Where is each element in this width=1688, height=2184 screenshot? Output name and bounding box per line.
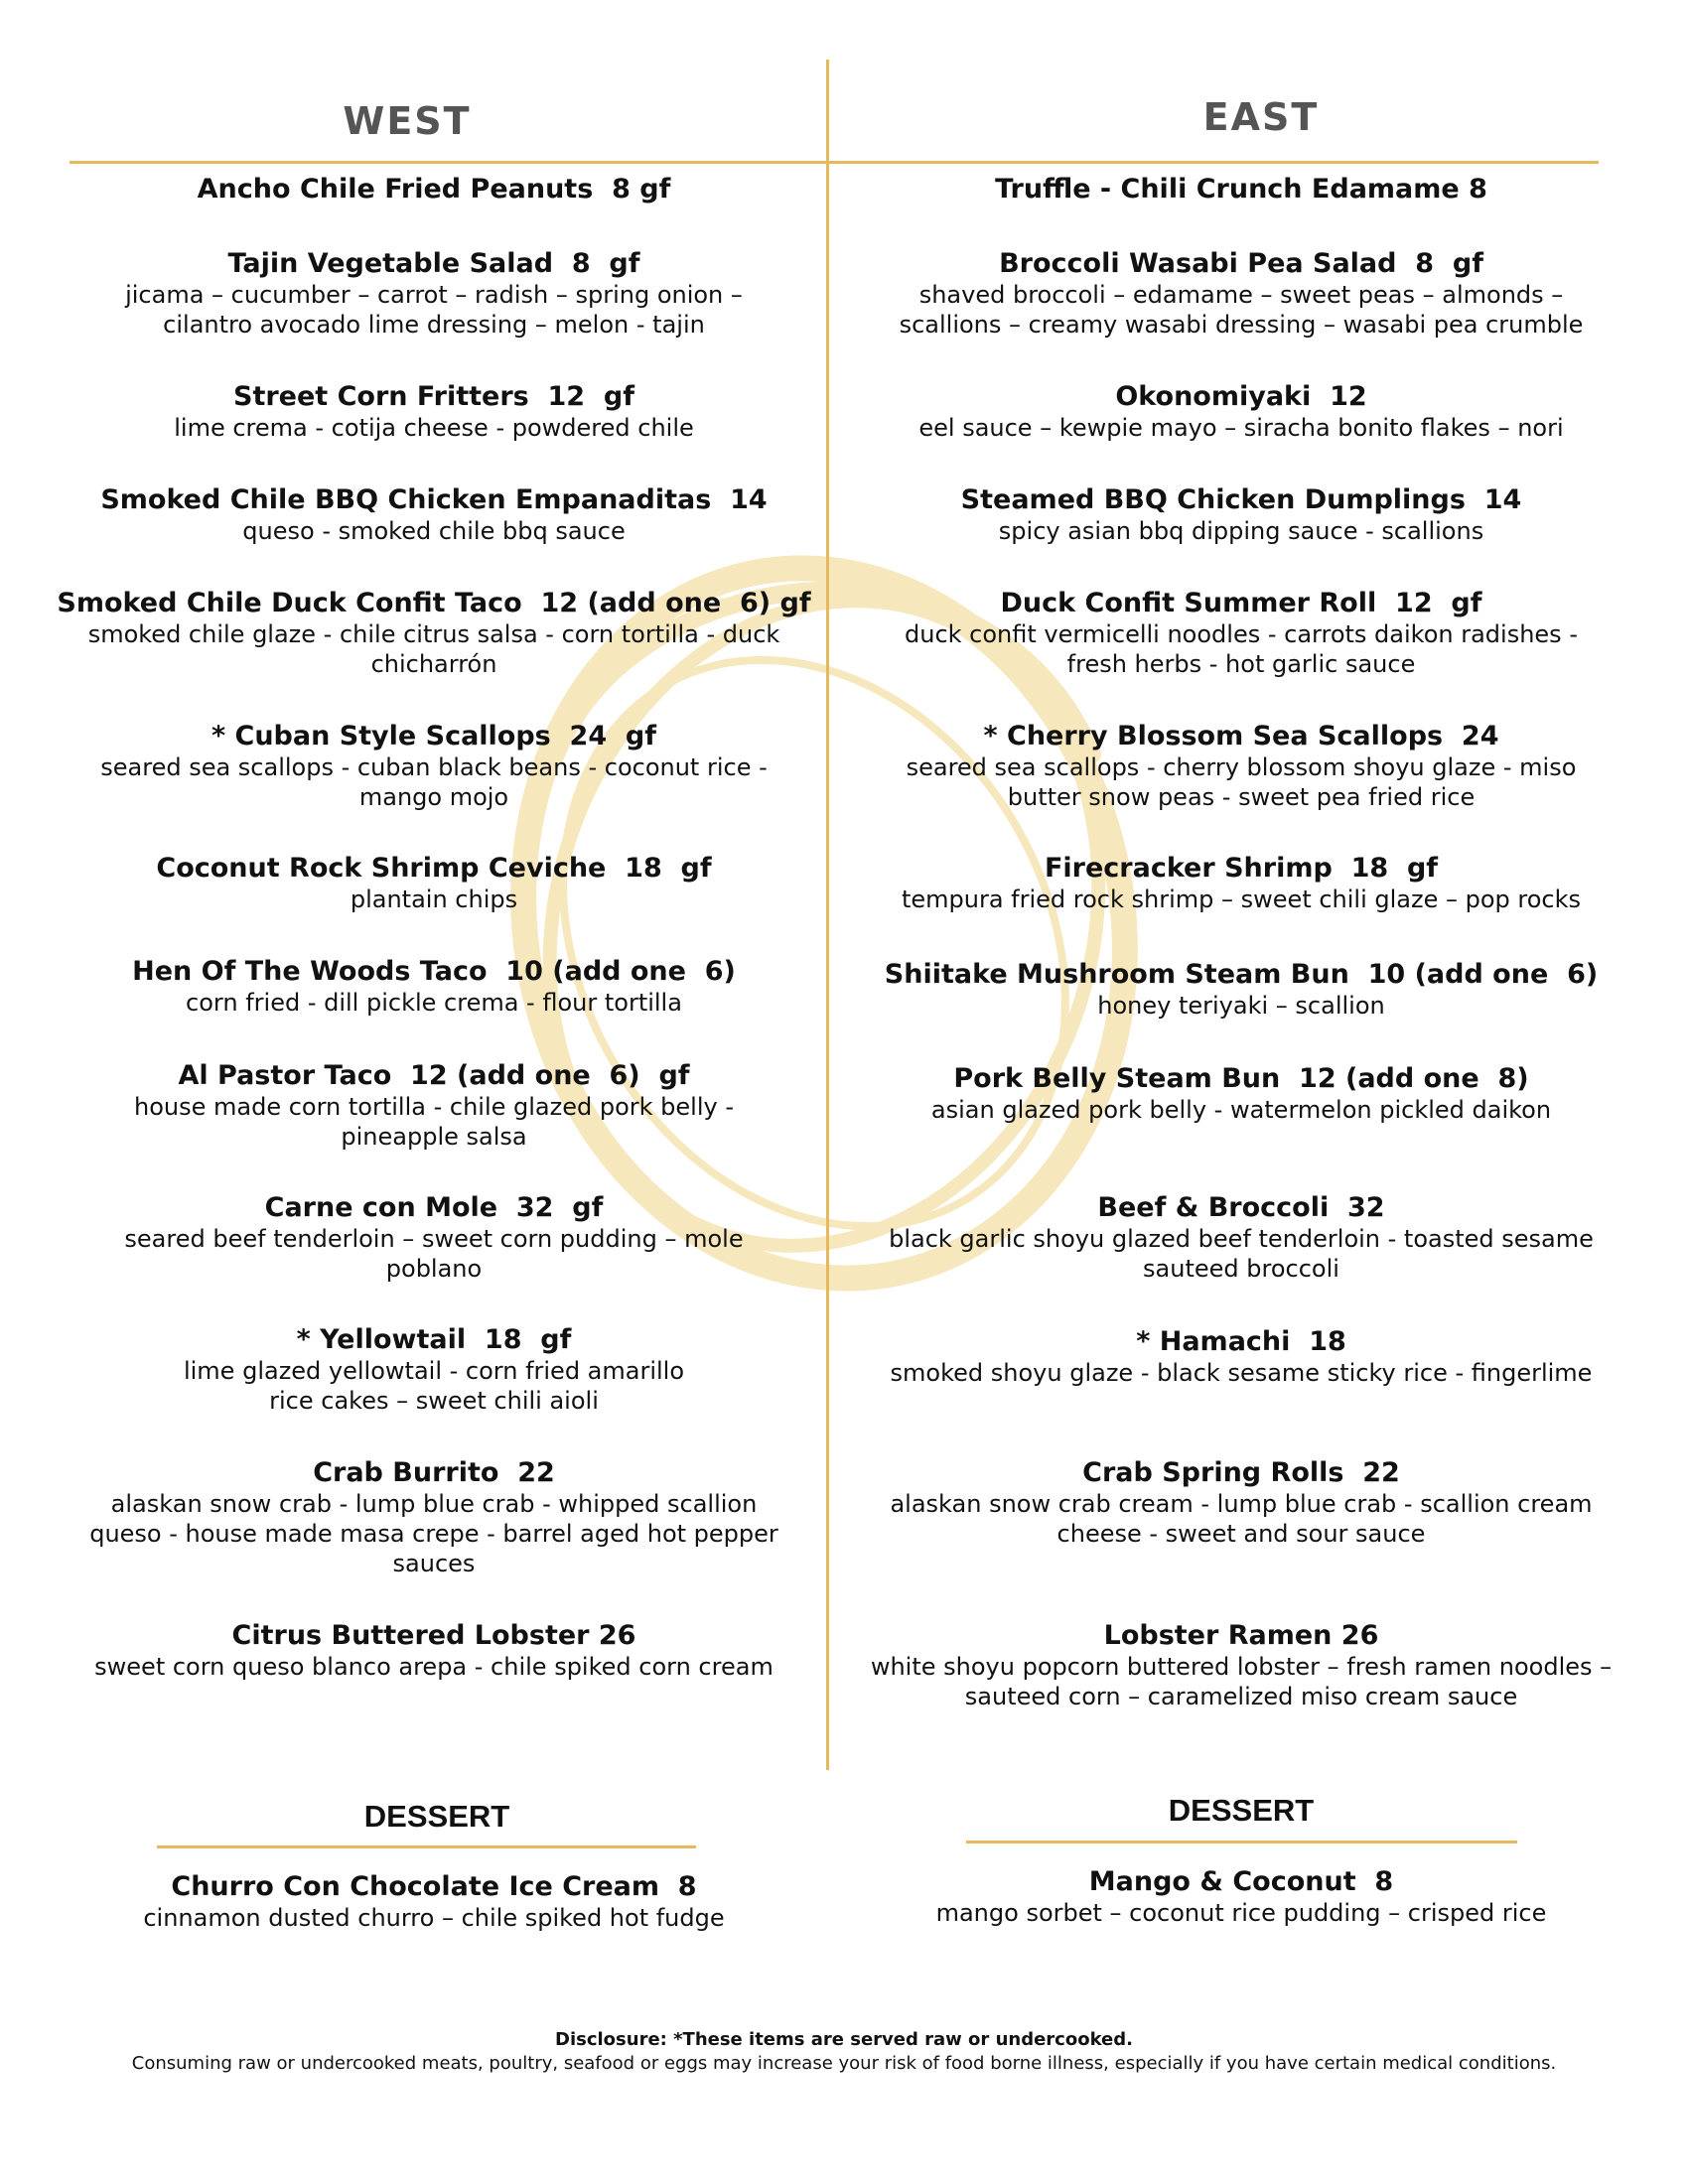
menu-item <box>864 1326 1618 1388</box>
west-heading: WEST <box>343 99 472 143</box>
menu-item <box>864 1192 1618 1284</box>
menu-item <box>57 853 811 914</box>
item-title: Crab Burrito 22 <box>313 1457 555 1488</box>
item-title: Crab Spring Rolls 22 <box>1082 1457 1400 1488</box>
menu-item <box>57 721 811 812</box>
east-dessert-heading: DESSERT <box>1168 1793 1315 1828</box>
item-title: Tajin Vegetable Salad 8 gf <box>227 248 640 279</box>
menu-item <box>57 484 811 546</box>
item-title: Okonomiyaki 12 <box>1115 381 1367 412</box>
menu-item <box>57 1620 811 1682</box>
item-title: Steamed BBQ Chicken Dumplings 14 <box>960 484 1522 515</box>
item-description: cinnamon dusted churro – chile spiked hot fudge <box>143 1904 725 1932</box>
item-description: duck confit vermicelli noodles - carrots daikon radishes - fresh herbs - hot garlic sauce <box>905 620 1578 678</box>
dessert-item <box>57 1871 811 1933</box>
item-description: alaskan snow crab - lump blue crab - whipped scallion queso - house made masa crepe - barrel aged hot pepper sauces <box>89 1490 778 1577</box>
item-description: tempura fried rock shrimp – sweet chili glaze – pop rocks <box>901 886 1582 913</box>
item-description: honey teriyaki – scallion <box>1097 992 1385 1020</box>
item-title: Duck Confit Summer Roll 12 gf <box>1000 588 1482 618</box>
item-description: black garlic shoyu glazed beef tenderloin - toasted sesame sauteed broccoli <box>889 1225 1594 1283</box>
menu-item <box>57 248 811 340</box>
item-title: Smoked Chile Duck Confit Taco 12 (add one 6) gf <box>57 588 811 618</box>
menu-item <box>864 381 1618 443</box>
item-description: lime glazed yellowtail - corn fried amarillo rice cakes – sweet chili aioli <box>183 1357 685 1415</box>
menu-item <box>864 721 1618 812</box>
item-description: white shoyu popcorn buttered lobster – fresh ramen noodles – sauteed corn – caramelized miso cream sauce <box>870 1653 1613 1710</box>
menu-item <box>57 588 811 679</box>
item-description: house made corn tortilla - chile glazed pork belly - pineapple salsa <box>134 1093 734 1151</box>
item-title: Al Pastor Taco 12 (add one 6) gf <box>178 1060 690 1091</box>
item-description: corn fried - dill pickle crema - flour tortilla <box>186 989 682 1017</box>
item-title: Ancho Chile Fried Peanuts 8 gf <box>197 174 671 205</box>
item-title: Carne con Mole 32 gf <box>264 1192 604 1223</box>
menu-item <box>57 1324 811 1416</box>
menu-item <box>57 381 811 443</box>
item-title: Pork Belly Steam Bun 12 (add one 8) <box>953 1063 1529 1094</box>
item-description: queso - smoked chile bbq sauce <box>242 517 626 545</box>
item-title: Shiitake Mushroom Steam Bun 10 (add one 6) <box>884 959 1599 990</box>
disclosure <box>0 2028 1688 2076</box>
item-title: Broccoli Wasabi Pea Salad 8 gf <box>999 248 1483 279</box>
menu-item <box>864 853 1618 914</box>
menu-item <box>57 1060 811 1152</box>
menu-item <box>57 956 811 1018</box>
west-dessert-rule <box>157 1845 696 1848</box>
item-description: seared sea scallops - cherry blossom shoyu glaze - miso butter snow peas - sweet pea fried rice <box>906 753 1577 811</box>
item-description: sweet corn queso blanco arepa - chile spiked corn cream <box>94 1653 774 1681</box>
item-description: alaskan snow crab cream - lump blue crab - scallion cream cheese - sweet and sour sauce <box>890 1490 1593 1548</box>
menu-item <box>864 959 1618 1021</box>
menu-item <box>864 1063 1618 1125</box>
item-title: Lobster Ramen 26 <box>1103 1620 1379 1651</box>
menu-item <box>57 1192 811 1284</box>
item-title: * Cherry Blossom Sea Scallops 24 <box>983 721 1499 751</box>
item-description: spicy asian bbq dipping sauce - scallions <box>998 517 1484 545</box>
item-title: Beef & Broccoli 32 <box>1097 1192 1385 1223</box>
item-title: Street Corn Fritters 12 gf <box>233 381 634 412</box>
column-divider <box>826 60 829 1770</box>
item-description: shaved broccoli – edamame – sweet peas – almonds – scallions – creamy wasabi dressing – wasabi pea crumble <box>899 281 1584 339</box>
item-description: smoked shoyu glaze - black sesame sticky rice - fingerlime <box>890 1359 1593 1387</box>
menu-item <box>864 1457 1618 1549</box>
item-title: Churro Con Chocolate Ice Cream 8 <box>171 1871 697 1902</box>
item-title: * Hamachi 18 <box>1136 1326 1346 1357</box>
item-title: Smoked Chile BBQ Chicken Empanaditas 14 <box>100 484 768 515</box>
menu-item <box>57 174 811 205</box>
menu-item <box>864 174 1618 205</box>
item-description: smoked chile glaze - chile citrus salsa - corn tortilla - duck chicharrón <box>87 620 780 678</box>
menu-item <box>864 1620 1618 1711</box>
west-dessert-heading: DESSERT <box>363 1799 510 1834</box>
item-description: lime crema - cotija cheese - powdered chile <box>174 414 694 442</box>
west-column <box>57 0 811 1787</box>
item-description: seared sea scallops - cuban black beans - coconut rice - mango mojo <box>100 753 768 811</box>
menu-item <box>864 588 1618 679</box>
disclosure-title: Disclosure: *These items are served raw or undercooked. <box>555 2029 1133 2050</box>
item-title: Hen Of The Woods Taco 10 (add one 6) <box>132 956 736 987</box>
item-description: seared beef tenderloin – sweet corn pudding – mole poblano <box>124 1225 744 1283</box>
east-dessert-rule <box>966 1841 1517 1843</box>
item-title: Citrus Buttered Lobster 26 <box>231 1620 636 1651</box>
menu-item <box>57 1457 811 1578</box>
item-description: asian glazed pork belly - watermelon pickled daikon <box>930 1096 1552 1124</box>
item-title: Truffle - Chili Crunch Edamame 8 <box>995 174 1487 205</box>
item-title: * Yellowtail 18 gf <box>296 1324 572 1355</box>
disclosure-text: Consuming raw or undercooked meats, poultry, seafood or eggs may increase your risk of food borne illness, especially if you have certain medical conditions. <box>131 2053 1557 2074</box>
east-heading: EAST <box>1202 95 1320 139</box>
east-column <box>864 0 1618 1787</box>
item-description: mango sorbet – coconut rice pudding – crisped rice <box>935 1899 1547 1927</box>
menu-item <box>864 484 1618 546</box>
dessert-item <box>864 1866 1618 1928</box>
item-title: Coconut Rock Shrimp Ceviche 18 gf <box>156 853 712 884</box>
item-title: * Cuban Style Scallops 24 gf <box>211 721 657 751</box>
item-description: plantain chips <box>350 886 518 913</box>
menu-item <box>864 248 1618 340</box>
item-title: Firecracker Shrimp 18 gf <box>1044 853 1439 884</box>
item-title: Mango & Coconut 8 <box>1088 1866 1394 1897</box>
item-description: jicama – cucumber – carrot – radish – spring onion – cilantro avocado lime dressing – melon - tajin <box>125 281 743 339</box>
item-description: eel sauce – kewpie mayo – siracha bonito flakes – nori <box>918 414 1564 442</box>
